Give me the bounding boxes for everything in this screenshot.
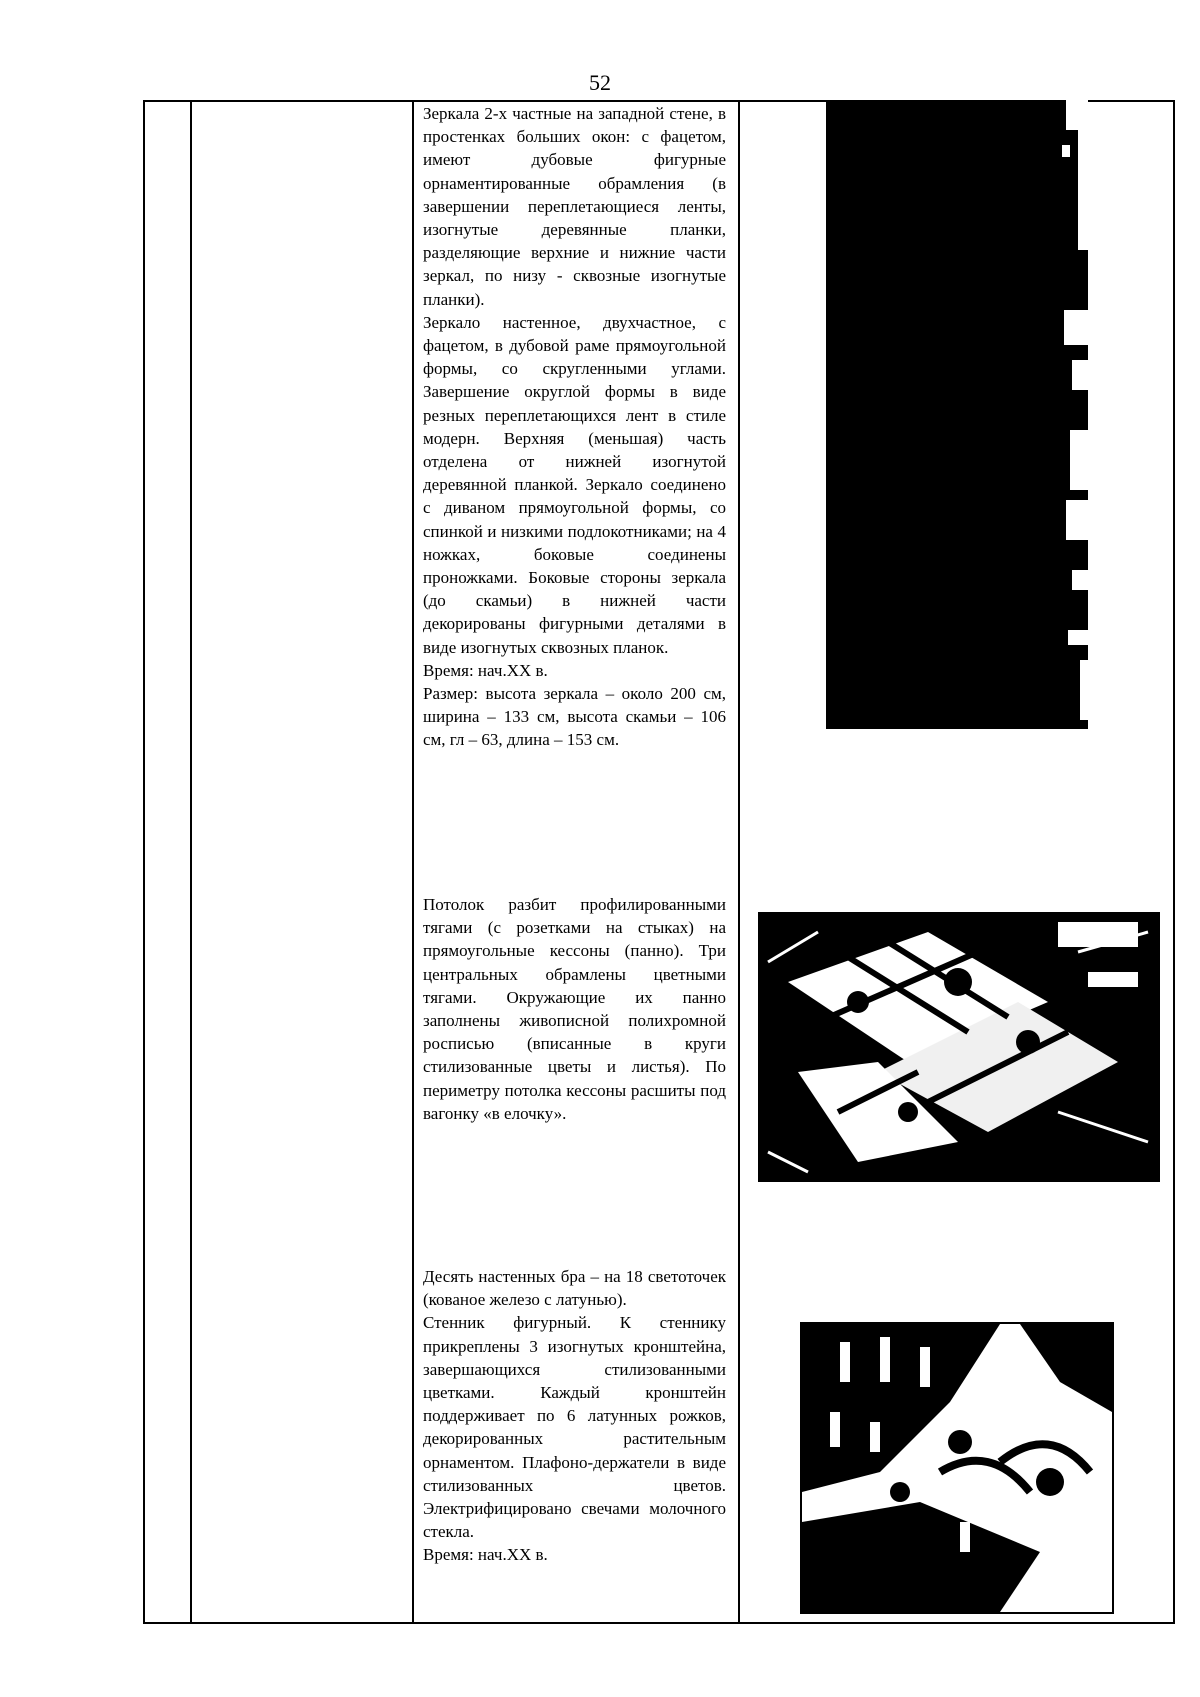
- mirror-description: [423, 102, 726, 752]
- description-paragraph: Зеркало настенное, двухчастное, с фацетом, в дубовой раме прямоугольной формы, со скругленными углами. Завершение округлой формы в виде резных переплетающихся лент в стиле модерн. Верхняя (меньшая) часть отделена от нижней изогнутой деревянной планкой. Зеркало соединено с диваном прямоугольной формы, со спинкой и низкими подлокотниками; на 4 ножках, боковые соединены проножками. Боковые стороны зеркала (до скамьи) в нижней части декорированы фигурными деталями в виде изогнутых сквозных планок.: [423, 312, 726, 657]
- size-line: Размер: высота зеркала – около 200 см, ширина – 133 см, высота скамьи – 106 см, гл – 63, длина – 153 см.: [423, 684, 726, 750]
- description-paragraph: Стенник фигурный. К стеннику прикреплены 3 изогнутых кронштейна, завершающихся стилизованными цветками. Каждый кронштейн поддерживает по 6 латунных рожков, декорированных растительным орнаментом. Плафоно-держатели в виде стилизованных цветов. Электрифицировано свечами молочного стекла.: [423, 1313, 726, 1542]
- mirror-photo: [826, 100, 1088, 729]
- ceiling-description: [423, 893, 726, 1125]
- description-paragraph: Зеркала 2-х частные на западной стене, в простенках больших окон: с фацетом, имеют дубовые фигурные орнаментированные обрамления (в завершении переплетающиеся ленты, изогнутые деревянные планки, разделяющие верхние и нижние части зеркал, по низу - сквозные изогнутые планки).: [423, 104, 726, 309]
- column-divider: [412, 100, 414, 1624]
- time-line: Время: нач.XX в.: [423, 660, 548, 680]
- column-divider: [190, 100, 192, 1624]
- sconce-photo: [800, 1322, 1114, 1614]
- description-paragraph: Десять настенных бра – на 18 светоточек (кованое железо с латунью).: [423, 1267, 726, 1310]
- ceiling-photo: [758, 912, 1160, 1182]
- sconce-description: [423, 1265, 726, 1567]
- column-divider: [738, 100, 740, 1624]
- time-line: Время: нач.XX в.: [423, 1545, 548, 1565]
- page-number: 52: [589, 70, 611, 95]
- description-paragraph: Потолок разбит профилированными тягами (с розетками на стыках) на прямоугольные кессоны (панно). Три центральных обрамлены цветными тягами. Окружающие их панно заполнены живописной полихромной росписью (вписанные в круги стилизованные цветы и листья). По периметру потолка кессоны расшиты под вагонку «в елочку».: [423, 895, 726, 1123]
